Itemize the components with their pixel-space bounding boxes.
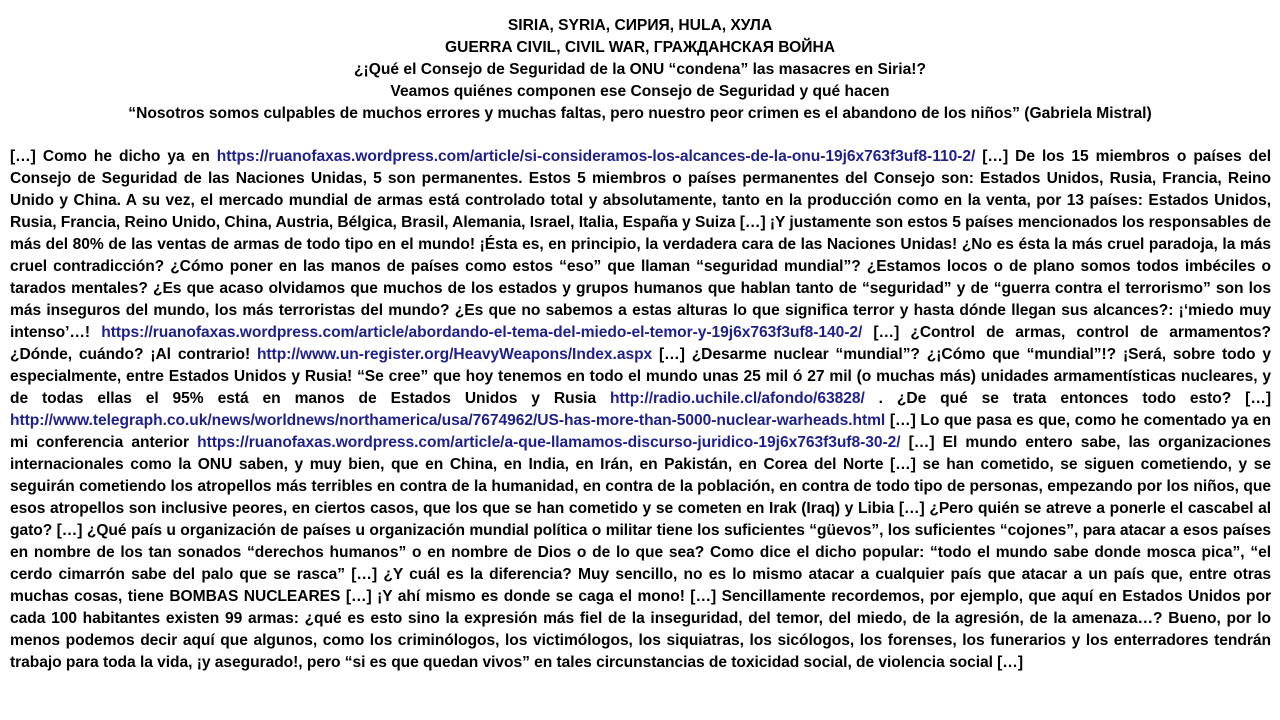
title-line-4: Veamos quiénes componen ese Consejo de Seguridad y qué hacen bbox=[390, 83, 890, 100]
body-text-segment: […] De los 15 miembros o países del Consejo de Seguridad de las Naciones Unidas, 5 son permanentes. Estos 5 miembros o países permanentes del Consejo son: Estados Unidos, Rusia, Francia, Reino Unido y China. A su vez, el mercado mundial de armas está controlado total y absolutamente, tanto en la producción como en la venta, por 13 países: Estados Unidos, Rusia, Francia, Reino Unido, China, Austria, Bélgica, Brasil, Alemania, Israel, Italia, España y Suiza […] ¡Y justamente son estos 5 países mencionados los responsables de más del 80% de las ventas de armas de todo tipo en el mundo! ¡Ésta es, en principio, la verdadera cara de las Naciones Unidas! ¿No es ésta la más cruel paradoja, la más cruel contradicción? ¿Cómo poner en las manos de países como estos “eso” que llaman “seguridad mundial”? ¿Estamos locos o de plano somos todos imbéciles o tarados mentales? ¿Es que acaso olvidamos que muchos de los estados y grupos humanos que hablan tanto de “seguridad” y de “guerra contra el terrorismo” son los más inseguros del mundo, los más terroristas del mundo? ¿Es que no sabemos a estas alturas lo que significa terror y hasta dónde llegan sus alcances?: ¡‘miedo muy intenso’…! bbox=[10, 148, 1271, 341]
link-discurso-juridico[interactable]: https://ruanofaxas.wordpress.com/article/a-que-llamamos-discurso-juridico-19j6x763f3uf8-30-2/ bbox=[197, 434, 901, 451]
title-block bbox=[0, 15, 1280, 125]
link-radio-uchile[interactable]: http://radio.uchile.cl/afondo/63828/ bbox=[610, 390, 865, 407]
title-line-2: GUERRA CIVIL, CIVIL WAR, ГРАЖДАНСКАЯ ВОЙНА bbox=[445, 39, 835, 56]
link-un-register[interactable]: http://www.un-register.org/HeavyWeapons/Index.aspx bbox=[256, 346, 653, 363]
link-onu-alcances[interactable]: https://ruanofaxas.wordpress.com/article/si-consideramos-los-alcances-de-la-onu-19j6x763f3uf8-110-2/ bbox=[216, 148, 976, 165]
link-miedo-temor[interactable]: https://ruanofaxas.wordpress.com/article/abordando-el-tema-del-miedo-el-temor-y-19j6x763f3uf8-140-2/ bbox=[101, 324, 863, 341]
body-text-segment: […] ¿Desarme nuclear “mundial”? ¿¡Cómo que “mundial”!? ¡Será, sobre todo y especialmente, entre Estados Unidos y Rusia! “Se cree” que hoy tenemos en todo el mundo unas 25 mil ó 27 mil (o muchas más) unidades armamentísticas nucleares, y de todas ellas el 95% está en manos de Estados Unidos y Rusia bbox=[10, 346, 1271, 407]
epigraph-quote: “Nosotros somos culpables de muchos errores y muchas faltas, pero nuestro peor crimen es el abandono de los niños” (Gabriela Mistral) bbox=[128, 105, 1152, 122]
link-telegraph[interactable]: http://www.telegraph.co.uk/news/worldnews/northamerica/usa/7674962/US-has-more-than-5000-nuclear-warheads.html bbox=[10, 412, 886, 429]
body-text-segment: […] El mundo entero sabe, las organizaciones internacionales como la ONU saben, y muy bien, que en China, en India, en Irán, en Pakistán, en Corea del Norte […] se han cometido, se siguen cometiendo, y se seguirán cometiendo los atropellos más terribles en contra de la humanidad, en contra de la población, en contra de todo tipo de personas, empezando por los niños, que esos atropellos son inclusive peores, en ciertos casos, que los que se han cometido y se cometen en Irak (Iraq) y Libia […] ¿Pero quién se atreve a ponerle el cascabel al gato? […] ¿Qué país u organización de países u organización mundial política o militar tiene los suficientes “güevos”, los suficientes “cojones”, para atacar a esos países en nombre de los tan sonados “derechos humanos” o en nombre de Dios o de lo que sea? Como dice el dicho popular: “todo el mundo sabe donde mosca pica”, “el cerdo cimarrón sabe del palo que se rasca” […] ¿Y cuál es la diferencia? Muy sencillo, no es lo mismo atacar a cualquier país que atacar a un país que, entre otras muchas cosas, tiene BOMBAS NUCLEARES […] ¡Y ahí mismo es donde se caga el mono! […] Sencillamente recordemos, por ejemplo, que aquí en Estados Unidos por cada 100 habitantes existen 99 armas: ¿qué es esto sino la expresión más fiel de la inseguridad, del temor, del miedo, de la agresión, de la amenaza…? Bueno, por lo menos podemos decir aquí que algunos, como los criminólogos, los victimólogos, los siquiatras, los sicólogos, los forenses, los funerarios y los enterradores tendrán trabajo para toda la vida, ¡y asegurado!, pero “si es que quedan vivos” en tales circunstancias de toxicidad social, de violencia social […] bbox=[10, 434, 1271, 671]
body-text-segment: […] Lo que pasa es que, como he comentado ya en mi conferencia anterior bbox=[10, 412, 1271, 451]
title-line-3: ¿¡Qué el Consejo de Seguridad de la ONU “condena” las masacres en Siria!? bbox=[354, 61, 926, 78]
body-paragraph bbox=[10, 146, 1271, 674]
body-text-segment: […] ¿Control de armas, control de armamentos? ¿Dónde, cuándo? ¡Al contrario! bbox=[10, 324, 1271, 363]
body-text-segment: . ¿De qué se trata entonces todo esto? […] bbox=[864, 390, 1272, 407]
title-line-1: SIRIA, SYRIA, СИРИЯ, HULA, ХУЛА bbox=[507, 17, 773, 34]
body-text-segment: […] Como he dicho ya en bbox=[10, 148, 217, 165]
